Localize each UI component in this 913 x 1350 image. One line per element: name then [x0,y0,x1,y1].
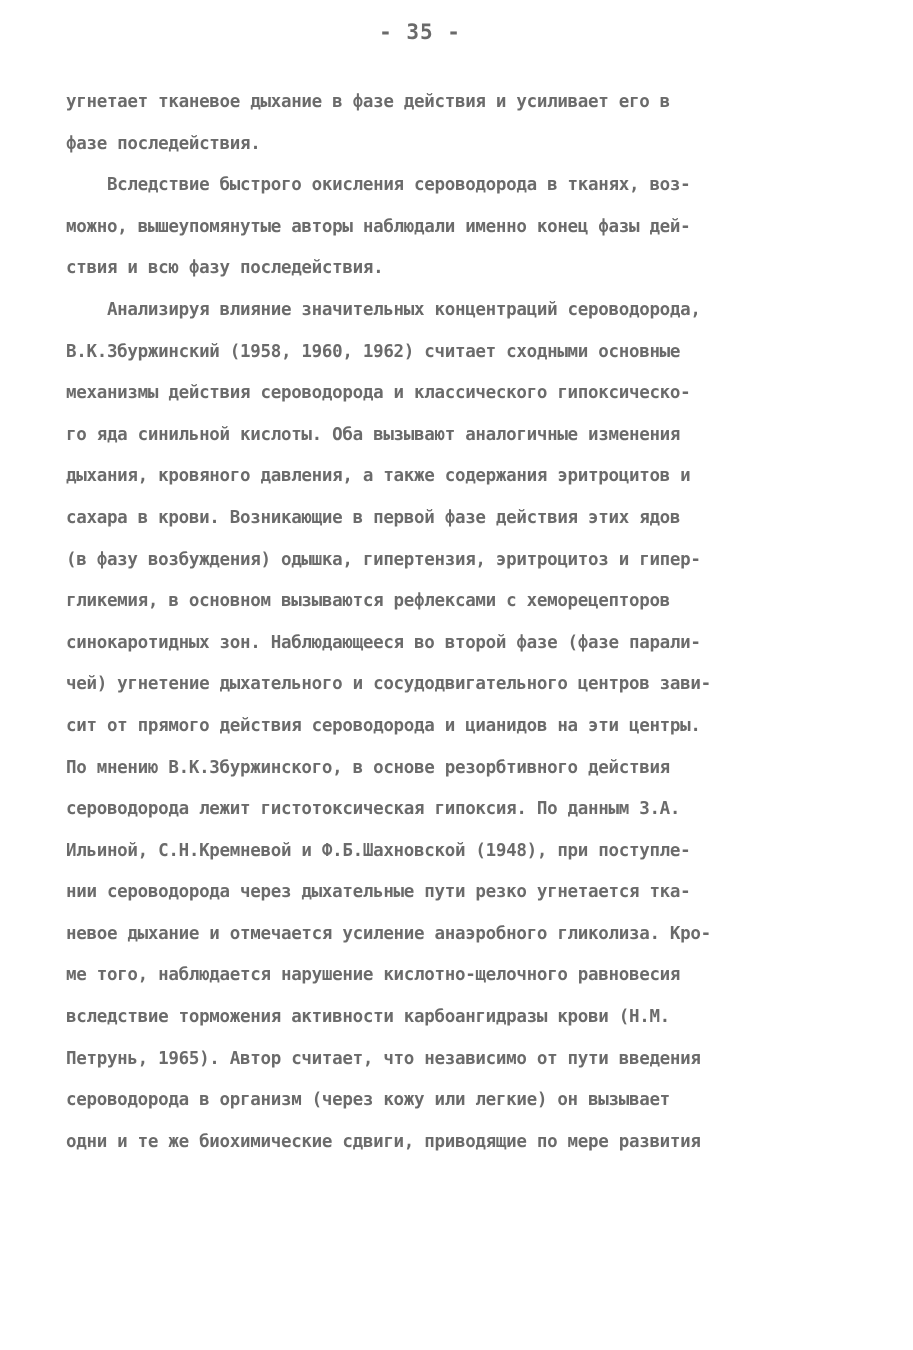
text-line: одни и те же биохимические сдвиги, приводящие по мере развития [66,1131,701,1152]
text-line: Ильиной, С.Н.Кремневой и Ф.Б.Шахновской (1948), при поступле- [66,840,691,861]
text-line: фазе последействия. [66,133,261,154]
paragraph-start-line: Анализируя влияние значительных концентраций сероводорода, [66,299,701,320]
body-text [66,82,846,1163]
text-line: механизмы действия сероводорода и классического гипоксическо- [66,383,691,404]
text-line: ме того, наблюдается нарушение кислотно-щелочного равновесия [66,965,681,986]
text-line: ствия и всю фазу последействия. [66,258,384,279]
text-line: можно, вышеупомянутые авторы наблюдали именно конец фазы дей- [66,216,691,237]
paragraph-start-line: Вследствие быстрого окисления сероводорода в тканях, воз- [66,175,691,196]
text-line: гликемия, в основном вызываются рефлексами с хеморецепторов [66,591,670,612]
text-line: го яда синильной кислоты. Оба вызывают аналогичные изменения [66,424,681,445]
text-line: сахара в крови. Возникающие в первой фазе действия этих ядов [66,507,681,528]
text-line: сит от прямого действия сероводорода и цианидов на эти центры. [66,715,701,736]
text-line: нии сероводорода через дыхательные пути резко угнетается тка- [66,882,691,903]
text-line: сероводорода лежит гистотоксическая гипоксия. По данным З.А. [66,799,681,820]
text-line: Петрунь, 1965). Автор считает, что независимо от пути введения [66,1048,701,1069]
text-line: дыхания, кровяного давления, а также содержания эритроцитов и [66,466,691,487]
text-line: синокаротидных зон. Наблюдающееся во второй фазе (фазе парали- [66,632,701,653]
text-line: (в фазу возбуждения) одышка, гипертензия, эритроцитоз и гипер- [66,549,701,570]
text-line: По мнению В.К.Збуржинского, в основе резорбтивного действия [66,757,670,778]
text-line: невое дыхание и отмечается усиление анаэробного гликолиза. Кро- [66,923,711,944]
text-line: сероводорода в организм (через кожу или легкие) он вызывает [66,1090,670,1111]
page-number: - 35 - [379,20,461,44]
text-line: вследствие торможения активности карбоангидразы крови (Н.М. [66,1007,670,1028]
text-line: угнетает тканевое дыхание в фазе действия и усиливает его в [66,92,670,112]
text-line: В.К.Збуржинский (1958, 1960, 1962) считает сходными основные [66,341,681,362]
text-line: чей) угнетение дыхательного и сосудодвигательного центров зави- [66,674,711,695]
